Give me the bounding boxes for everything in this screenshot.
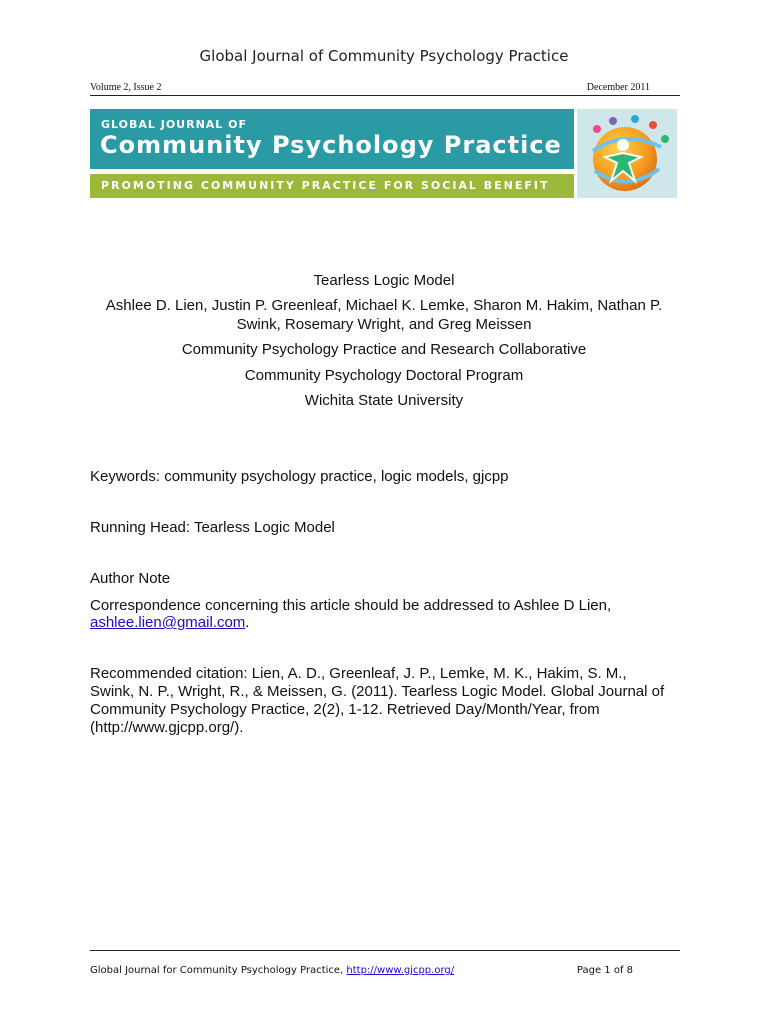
citation-line-1: Recommended citation: Lien, A. D., Greenleaf, J. P., Lemke, M. K., Hakim, S. M.,: [90, 665, 627, 682]
banner-tagline: PROMOTING COMMUNITY PRACTICE FOR SOCIAL BENEFIT: [101, 179, 550, 192]
citation-line-4: (http://www.gjcpp.org/).: [90, 719, 244, 736]
correspondence-email-line: [90, 614, 690, 632]
citation-line-3: Community Psychology Practice, 2(2), 1-12. Retrieved Day/Month/Year, from: [90, 701, 600, 718]
journal-header-title: Global Journal of Community Psychology Practice: [199, 47, 569, 65]
banner-title-block: [90, 109, 574, 169]
globe-with-people-icon: [577, 109, 677, 198]
footer-text: Global Journal for Community Psychology Practice,: [90, 965, 347, 976]
banner-main-title: Community Psychology Practice: [100, 131, 562, 159]
keywords: Keywords: community psychology practice, logic models, gjcpp: [90, 468, 509, 485]
affiliation-line-1: Community Psychology Practice and Research Collaborative: [181, 341, 587, 358]
running-head: Running Head: Tearless Logic Model: [90, 519, 335, 536]
volume-issue: Volume 2, Issue 2: [90, 82, 162, 93]
footer-citation: [90, 965, 454, 976]
affiliation-line-3: Wichita State University: [304, 392, 464, 409]
issue-date: December 2011: [586, 82, 650, 93]
email-link[interactable]: ashlee.lien@gmail.com: [90, 614, 246, 631]
article-title: Tearless Logic Model: [313, 272, 455, 289]
page-number: Page 1 of 8: [576, 965, 633, 976]
footer-link[interactable]: http://www.gjcpp.org/: [346, 965, 455, 976]
footer-divider: [90, 950, 680, 951]
email-suffix: .: [245, 614, 250, 631]
banner-small-title: GLOBAL JOURNAL OF: [101, 118, 248, 131]
citation-line-2: Swink, N. P., Wright, R., & Meissen, G. (2011). Tearless Logic Model. Global Journal of: [90, 683, 665, 700]
affiliation-line-2: Community Psychology Doctoral Program: [244, 367, 524, 384]
authors-line-1: Ashlee D. Lien, Justin P. Greenleaf, Michael K. Lemke, Sharon M. Hakim, Nathan P.: [105, 297, 663, 314]
correspondence-text: Correspondence concerning this article should be addressed to Ashlee D Lien,: [90, 597, 612, 614]
banner-tagline-block: [90, 174, 574, 198]
journal-banner: [90, 109, 677, 198]
header-divider: [90, 95, 680, 96]
authors-line-2: Swink, Rosemary Wright, and Greg Meissen: [236, 316, 532, 333]
author-note-heading: Author Note: [90, 570, 171, 587]
